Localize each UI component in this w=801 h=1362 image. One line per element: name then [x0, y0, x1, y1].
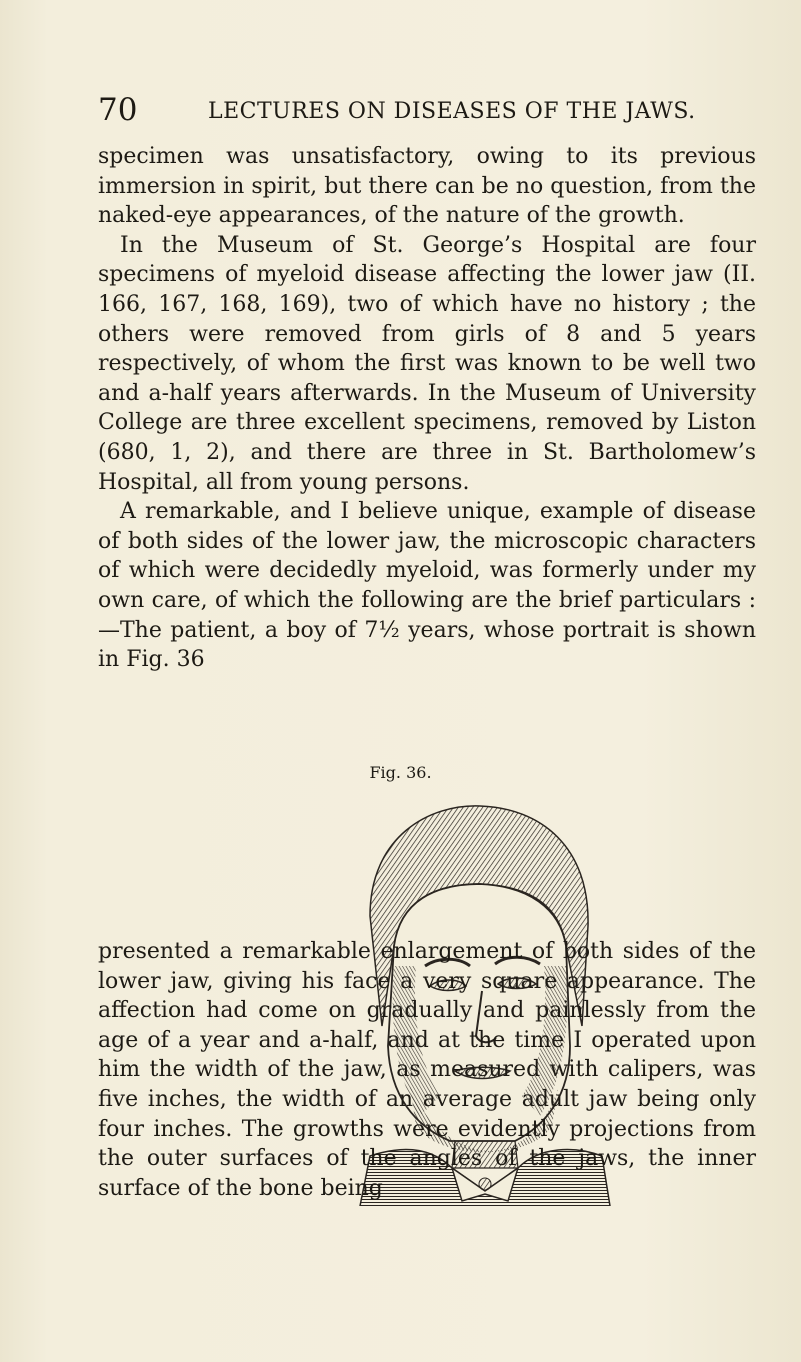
paragraph-remarkable-example: A remarkable, and I believe unique, example of disease of both sides of the lower jaw, the microscopic characters of which were decidedly myeloid, was formerly under my own care, of which the following are the brief particulars :—The patient, a boy of 7½ years, whose portrait is shown in Fig. 36 [98, 499, 756, 673]
figure-caption: Fig. 36. [369, 763, 432, 782]
text-block-lower [98, 937, 756, 1203]
page-number: 70 [98, 92, 138, 128]
paragraph-presented: presented a remarkable enlargement of both sides of the lower jaw, giving his face a very square appearance. The affection had come on gradually and painlessly from the age of a year and a-half, and at the time I operated upon him the width of the jaw, as measured with calipers, was five inches, the width of an average adult jaw being only four inches. The growths were evidently projections from the outer surfaces of the angles of the jaws, the inner surface of the bone being [98, 939, 756, 1201]
paragraph-continuation: specimen was unsatisfactory, owing to its previous immersion in spirit, but there can be no question, from the naked-eye appearances, of the nature of the growth. [98, 144, 756, 229]
text-block-upper [98, 142, 756, 675]
page-header [98, 92, 738, 132]
paragraph-museum-specimens: In the Museum of St. George’s Hospital are four specimens of myeloid disease affecting the lower jaw (II. 166, 167, 168, 169), two of which have no history ; the others were removed from girls of 8 and 5 years respectively, of whom the first was known to be well two and a-half years afterwards. In the Museum of University College are three excellent specimens, removed by Liston (680, 1, 2), and there are three in St. Bartholomew’s Hospital, all from young persons. [98, 232, 756, 495]
running-head: LECTURES ON DISEASES OF THE JAWS. [208, 99, 696, 124]
